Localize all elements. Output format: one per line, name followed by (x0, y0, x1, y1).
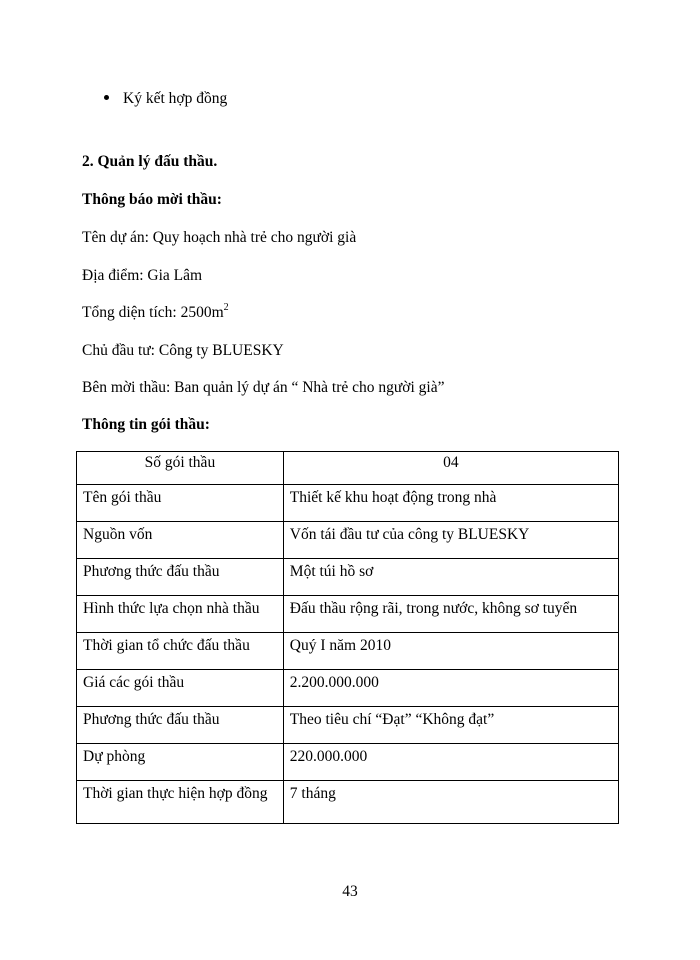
row-value: Theo tiêu chí “Đạt” “Không đạt” (283, 707, 618, 744)
row-value: Quý I năm 2010 (283, 633, 618, 670)
bullet-item (104, 89, 227, 109)
table-row (77, 596, 619, 633)
table-header-value: 04 (283, 452, 618, 485)
row-value: Thiết kế khu hoạt động trong nhà (283, 485, 618, 522)
bid-inviter: Bên mời thầu: Ban quản lý dự án “ Nhà trẻ cho người già” (82, 379, 445, 396)
project-name: Tên dự án: Quy hoạch nhà trẻ cho người già (82, 229, 357, 246)
row-label: Phương thức đấu thầu (77, 707, 284, 744)
table-row (77, 781, 619, 824)
row-value: Đấu thầu rộng rãi, trong nước, không sơ tuyển (283, 596, 618, 633)
section-heading: 2. Quản lý đấu thầu. (82, 153, 218, 170)
row-label: Thời gian thực hiện hợp đồng (77, 781, 284, 824)
row-value: 220.000.000 (283, 744, 618, 781)
package-heading: Thông tin gói thầu: (82, 416, 210, 433)
bullet-dot-icon (104, 95, 109, 100)
investor: Chủ đầu tư: Công ty BLUESKY (82, 342, 284, 359)
row-value: 7 tháng (283, 781, 618, 824)
table-row (77, 559, 619, 596)
package-info-table (76, 451, 619, 824)
row-label: Tên gói thầu (77, 485, 284, 522)
row-value: Một túi hồ sơ (283, 559, 618, 596)
total-area-superscript: 2 (223, 301, 229, 313)
table-row (77, 670, 619, 707)
table-row (77, 633, 619, 670)
table-row (77, 522, 619, 559)
total-area-text: Tổng diện tích: 2500m (82, 304, 224, 321)
total-area (82, 303, 229, 323)
row-value: Vốn tái đầu tư của công ty BLUESKY (283, 522, 618, 559)
location: Địa điểm: Gia Lâm (82, 267, 203, 284)
row-label: Hình thức lựa chọn nhà thầu (77, 596, 284, 633)
table-row (77, 744, 619, 781)
row-label: Phương thức đấu thầu (77, 559, 284, 596)
table-row (77, 707, 619, 744)
table-header-label: Số gói thầu (77, 452, 284, 485)
table-row (77, 485, 619, 522)
row-value: 2.200.000.000 (283, 670, 618, 707)
page-number: 43 (342, 883, 358, 900)
row-label: Giá các gói thầu (77, 670, 284, 707)
notice-heading: Thông báo mời thầu: (82, 191, 222, 208)
row-label: Nguồn vốn (77, 522, 284, 559)
table-header-row (77, 452, 619, 485)
bullet-text: Ký kết hợp đồng (123, 90, 228, 107)
row-label: Thời gian tổ chức đấu thầu (77, 633, 284, 670)
row-label: Dự phòng (77, 744, 284, 781)
